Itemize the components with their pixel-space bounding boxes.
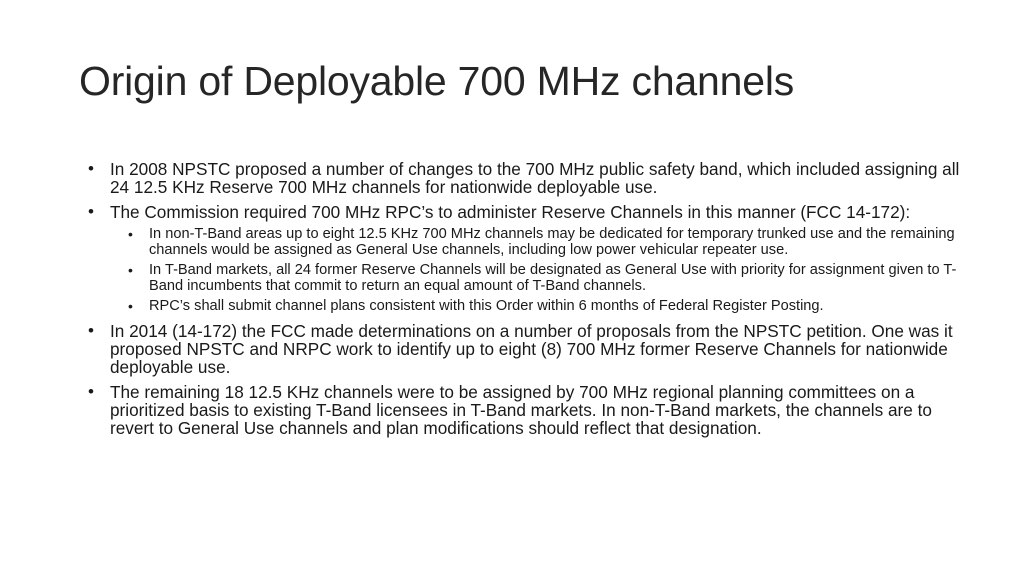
bullet-text: The remaining 18 12.5 KHz channels were to be assigned by 700 MHz regional planning committees on a prioritized basis to existing T-Band licensees in T-Band markets. In non-T-Band markets, the channels are to revert to General Use channels and plan modifications should reflect that designation. bbox=[110, 381, 932, 438]
sub-bullet-text: In non-T-Band areas up to eight 12.5 KHz 700 MHz channels may be dedicated for temporary trunked use and the remaining channels would be assigned as General Use channels, including low power vehicular repeater use. bbox=[149, 226, 955, 258]
sub-bullet-text: RPC’s shall submit channel plans consistent with this Order within 6 months of Federal Register Posting. bbox=[149, 298, 824, 314]
sub-bullet-list bbox=[110, 227, 960, 315]
bullet-item bbox=[88, 322, 960, 376]
bullet-item bbox=[88, 203, 960, 315]
bullet-text: The Commission required 700 MHz RPC’s to administer Reserve Channels in this manner (FCC 14-172): bbox=[110, 202, 911, 222]
sub-bullet-item bbox=[128, 299, 960, 315]
slide-body bbox=[88, 160, 960, 444]
bullet-text: In 2008 NPSTC proposed a number of changes to the 700 MHz public safety band, which included assigning all 24 12.5 KHz Reserve 700 MHz channels for nationwide deployable use. bbox=[110, 159, 960, 197]
bullet-dot-icon: • bbox=[88, 320, 94, 340]
bullet-dot-icon: • bbox=[88, 202, 94, 221]
bullet-list bbox=[88, 160, 960, 437]
bullet-item bbox=[88, 160, 960, 196]
bullet-dot-icon: • bbox=[88, 159, 94, 178]
bullet-dot-icon: • bbox=[128, 262, 133, 278]
bullet-item bbox=[88, 383, 960, 437]
sub-bullet-item bbox=[128, 263, 960, 294]
bullet-dot-icon: • bbox=[128, 298, 133, 314]
bullet-dot-icon: • bbox=[88, 381, 94, 401]
sub-bullet-text: In T-Band markets, all 24 former Reserve Channels will be designated as General Use with priority for assignment given to T-Band incumbents that commit to return an equal amount of T-Band channels. bbox=[149, 262, 957, 294]
bullet-dot-icon: • bbox=[128, 226, 133, 242]
sub-bullet-item bbox=[128, 227, 960, 258]
slide-title: Origin of Deployable 700 MHz channels bbox=[79, 58, 795, 104]
bullet-text: In 2014 (14-172) the FCC made determinations on a number of proposals from the NPSTC petition. One was it proposed NPSTC and NRPC work to identify up to eight (8) 700 MHz former Reserve Channels for nationwide deployable use. bbox=[110, 320, 953, 377]
